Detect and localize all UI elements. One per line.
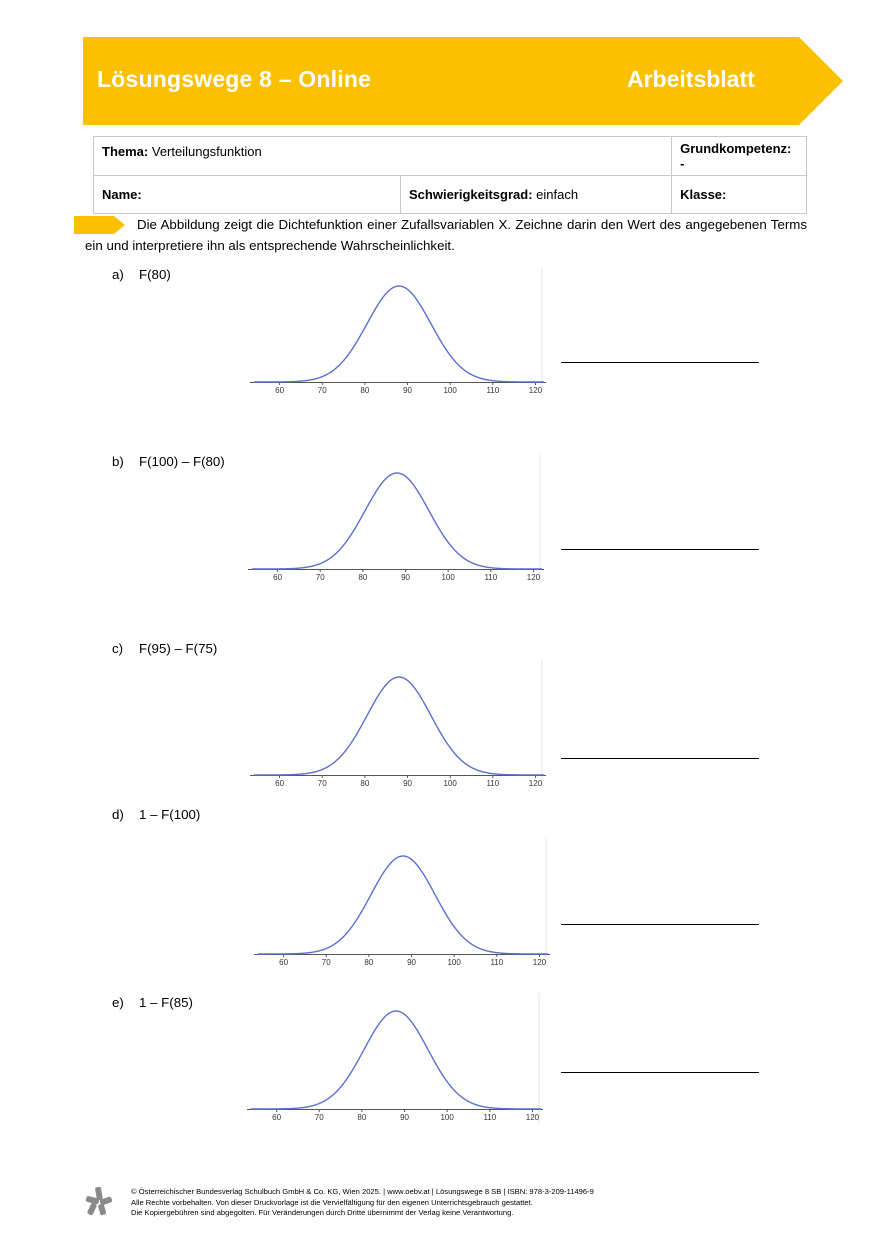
x-tick-label: 70: [315, 573, 325, 582]
page-title: Lösungswege 8 – Online: [97, 66, 372, 92]
density-plot-b: [248, 455, 544, 583]
x-tick-label: 110: [483, 1113, 497, 1122]
class-label: Klasse:: [680, 187, 727, 202]
x-tick-label: 90: [403, 779, 412, 788]
answer-line-a[interactable]: [561, 362, 759, 363]
x-tick-label: 120: [526, 573, 541, 582]
x-tick-label: 70: [321, 958, 331, 967]
x-tick-label: 70: [317, 779, 327, 788]
name-label: Name:: [102, 187, 142, 202]
question-a-term: F(80): [139, 267, 171, 282]
x-tick-label: 110: [486, 386, 500, 395]
footer-line-1: © Österreichischer Bundesverlag Schulbuch GmbH & Co. KG, Wien 2025. | www.oebv.at | Lösungswege 8 SB | ISBN: 978-3-209-11496-9: [131, 1187, 594, 1196]
x-tick-label: 100: [443, 386, 457, 395]
x-tick-label: 120: [528, 386, 543, 395]
answer-line-b[interactable]: [561, 549, 759, 550]
question-e-letter: e): [112, 995, 124, 1010]
density-curve: [254, 286, 544, 382]
footer-line-2: Alle Rechte vorbehalten. Von dieser Druckvorlage ist die Vervielfältigung für den eigenen Unterrichtsgebrauch gestattet.: [131, 1197, 533, 1207]
x-tick-label: 120: [525, 1113, 540, 1122]
x-tick-label: 110: [484, 573, 498, 582]
document-type-label: Arbeitsblatt: [627, 66, 755, 92]
density-curve: [254, 677, 544, 775]
question-b-letter: b): [112, 454, 124, 469]
x-tick-label: 100: [447, 958, 461, 967]
x-tick-label: 60: [279, 958, 289, 967]
answer-line-e[interactable]: [561, 1072, 759, 1073]
competence-value: -: [680, 156, 685, 171]
x-tick-label: 110: [490, 958, 504, 967]
question-c-term: F(95) – F(75): [139, 641, 218, 656]
density-curve: [252, 473, 542, 569]
x-tick-label: 100: [440, 1113, 454, 1122]
topic-label: Thema:: [102, 144, 149, 159]
x-tick-label: 80: [364, 958, 374, 967]
header-banner: [83, 37, 843, 125]
density-curve: [251, 1011, 541, 1109]
x-tick-label: 80: [358, 573, 368, 582]
question-c-letter: c): [112, 641, 124, 656]
question-d-term: 1 – F(100): [139, 807, 201, 822]
question-a-letter: a): [112, 267, 124, 282]
density-curve: [258, 856, 548, 954]
x-tick-label: 100: [441, 573, 455, 582]
density-plot-d: [254, 838, 550, 968]
publisher-logo-icon: [84, 1186, 114, 1216]
x-tick-label: 80: [357, 1113, 367, 1122]
answer-line-c[interactable]: [561, 758, 759, 759]
competence-label: Grundkompetenz:: [680, 141, 792, 156]
density-plot-e: [247, 993, 543, 1123]
x-tick-label: 70: [317, 386, 327, 395]
question-b-term: F(100) – F(80): [139, 454, 225, 469]
x-tick-label: 90: [407, 958, 416, 967]
x-tick-label: 60: [275, 779, 285, 788]
x-tick-label: 120: [532, 958, 547, 967]
class-cell[interactable]: [672, 176, 807, 214]
x-tick-label: 60: [273, 573, 283, 582]
topic-cell: [94, 137, 672, 176]
instruction-text: Die Abbildung zeigt die Dichtefunktion einer Zufallsvariablen X. Zeichne darin den Wert des angegebenen Terms ein und interpretiere ihn als entsprechende Wahrscheinlichkeit.: [85, 217, 807, 253]
x-tick-label: 90: [401, 573, 410, 582]
topic-value: Verteilungsfunktion: [151, 144, 262, 159]
answer-line-d[interactable]: [561, 924, 759, 925]
x-tick-label: 90: [400, 1113, 409, 1122]
difficulty-cell: [401, 176, 672, 214]
x-tick-label: 60: [275, 386, 285, 395]
x-tick-label: 110: [486, 779, 500, 788]
footer-line-3: Die Kopiergebühren sind abgegolten. Für Veränderungen durch Dritte übernimmt der Verlag keine Verantwortung.: [131, 1208, 514, 1217]
x-tick-label: 70: [314, 1113, 324, 1122]
question-d-letter: d): [112, 807, 124, 822]
competence-cell: [672, 137, 807, 176]
difficulty-value: einfach: [536, 187, 579, 202]
footer-copyright: [131, 1187, 594, 1219]
difficulty-label: Schwierigkeitsgrad:: [409, 187, 533, 202]
x-tick-label: 120: [528, 779, 543, 788]
density-plot-a: [250, 268, 546, 396]
x-tick-label: 90: [403, 386, 412, 395]
density-plot-c: [250, 659, 546, 789]
name-cell[interactable]: [94, 176, 401, 214]
info-table: [93, 136, 807, 214]
x-tick-label: 60: [272, 1113, 282, 1122]
question-e-term: 1 – F(85): [139, 995, 193, 1010]
x-tick-label: 100: [443, 779, 457, 788]
x-tick-label: 80: [360, 386, 370, 395]
x-tick-label: 80: [360, 779, 370, 788]
